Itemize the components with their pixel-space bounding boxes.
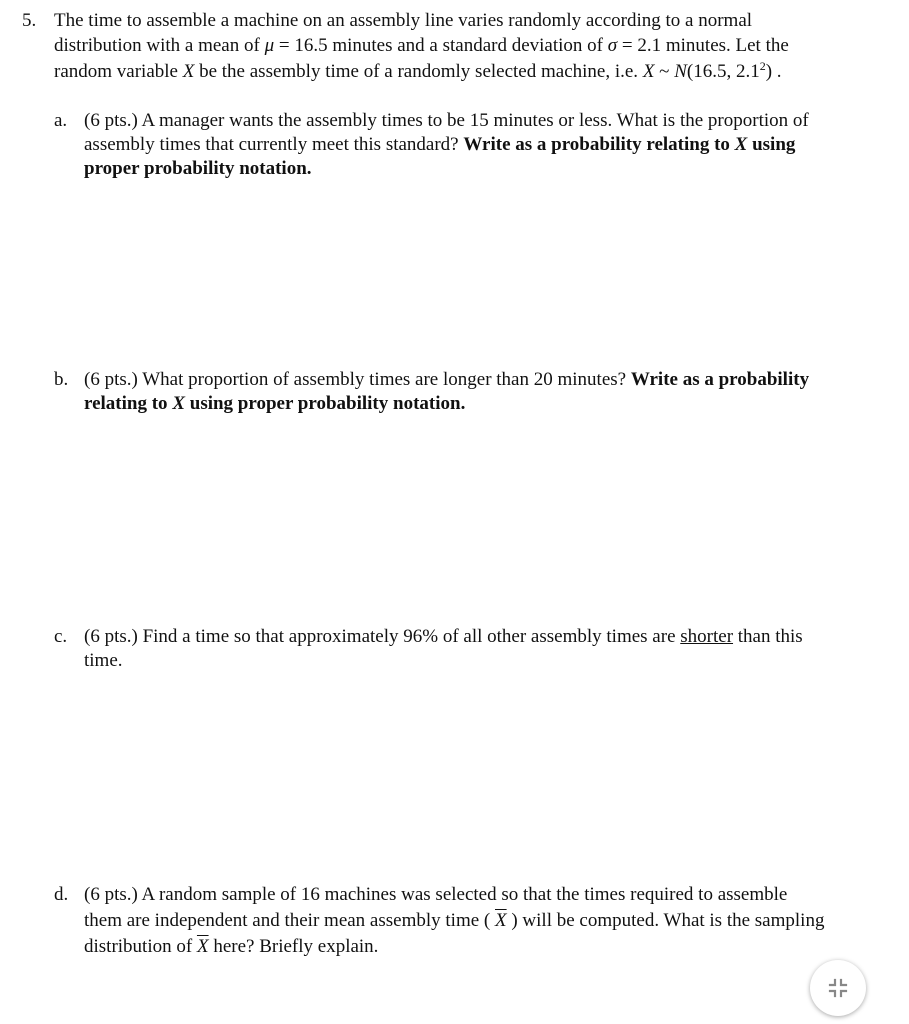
collapse-arrows-icon <box>827 977 849 999</box>
part-a-text: assembly times that currently meet this standard? <box>84 134 464 155</box>
question-number: 5. <box>22 10 37 31</box>
intro-text: be the assembly time of a randomly selected machine, i.e. <box>194 61 643 82</box>
part-a-label: a. <box>54 110 68 131</box>
intro-text: = 2.1 minutes. Let the <box>617 35 789 56</box>
part-c-label: c. <box>54 626 68 647</box>
x-bar-symbol: $\overline{X}$ <box>196 936 209 957</box>
part-b-instruction: using proper probability notation. <box>185 393 466 414</box>
part-d-text: them are independent and their mean assembly time ( <box>84 910 495 931</box>
intro-text: The time to assemble a machine on an assembly line varies randomly according to a normal <box>54 10 753 31</box>
intro-line-1 <box>54 8 752 33</box>
intro-line-3 <box>54 59 782 84</box>
variable-x: X <box>642 61 655 82</box>
part-d-text: (6 pts.) A random sample of 16 machines was selected so that the times required to assemble <box>84 884 788 905</box>
part-c-line-2 <box>84 648 123 673</box>
part-a-instruction: proper probability notation. <box>84 158 312 179</box>
part-a-instruction: using <box>747 134 796 155</box>
part-a-instruction: Write as a probability relating to <box>463 134 735 155</box>
part-a-text: (6 pts.) A manager wants the assembly times to be 15 minutes or less. What is the proportion of <box>84 110 809 131</box>
part-c-line-1 <box>84 624 803 649</box>
variable-x: X <box>172 393 185 414</box>
variable-x: X <box>734 134 748 155</box>
part-b-instruction: relating to <box>84 393 173 414</box>
part-b-label: b. <box>54 369 69 390</box>
intro-text: ) . <box>765 61 782 82</box>
part-d-line-1 <box>84 882 787 907</box>
intro-text: (16.5, 2.1 <box>686 61 760 82</box>
part-c-text: time. <box>84 650 123 671</box>
collapse-button[interactable] <box>810 960 866 1016</box>
variable-x: X <box>182 61 195 82</box>
part-b-instruction: Write as a probability <box>630 369 810 390</box>
normal-symbol: N <box>674 61 687 82</box>
intro-line-2 <box>54 33 789 58</box>
part-b-line-1 <box>84 367 809 392</box>
part-b-text: (6 pts.) What proportion of assembly times are longer than 20 minutes? <box>84 369 631 390</box>
part-a-line-1 <box>84 108 809 133</box>
mu-symbol: μ <box>264 35 275 56</box>
tilde-symbol: ~ <box>654 61 675 82</box>
part-d-text: here? Briefly explain. <box>208 936 379 957</box>
part-d-line-2 <box>84 908 824 933</box>
x-bar-symbol: $\overline{X}$ <box>495 910 507 931</box>
part-b-line-2 <box>84 391 465 416</box>
part-a-line-3 <box>84 156 312 181</box>
sigma-symbol: σ <box>607 35 618 56</box>
intro-text: distribution with a mean of <box>54 35 265 56</box>
part-d-line-3 <box>84 934 378 959</box>
part-c-text: (6 pts.) Find a time so that approximately 96% of all other assembly times are <box>84 626 681 647</box>
intro-text: random variable <box>54 61 183 82</box>
part-c-text: than this <box>733 626 803 647</box>
part-d-text: ) will be computed. What is the sampling <box>506 910 825 931</box>
exponent: 2 <box>759 59 766 73</box>
underlined-word: shorter <box>680 626 734 647</box>
part-d-label: d. <box>54 884 69 905</box>
part-d-text: distribution of <box>84 936 197 957</box>
intro-text: = 16.5 minutes and a standard deviation of <box>274 35 608 56</box>
part-a-line-2 <box>84 132 795 157</box>
